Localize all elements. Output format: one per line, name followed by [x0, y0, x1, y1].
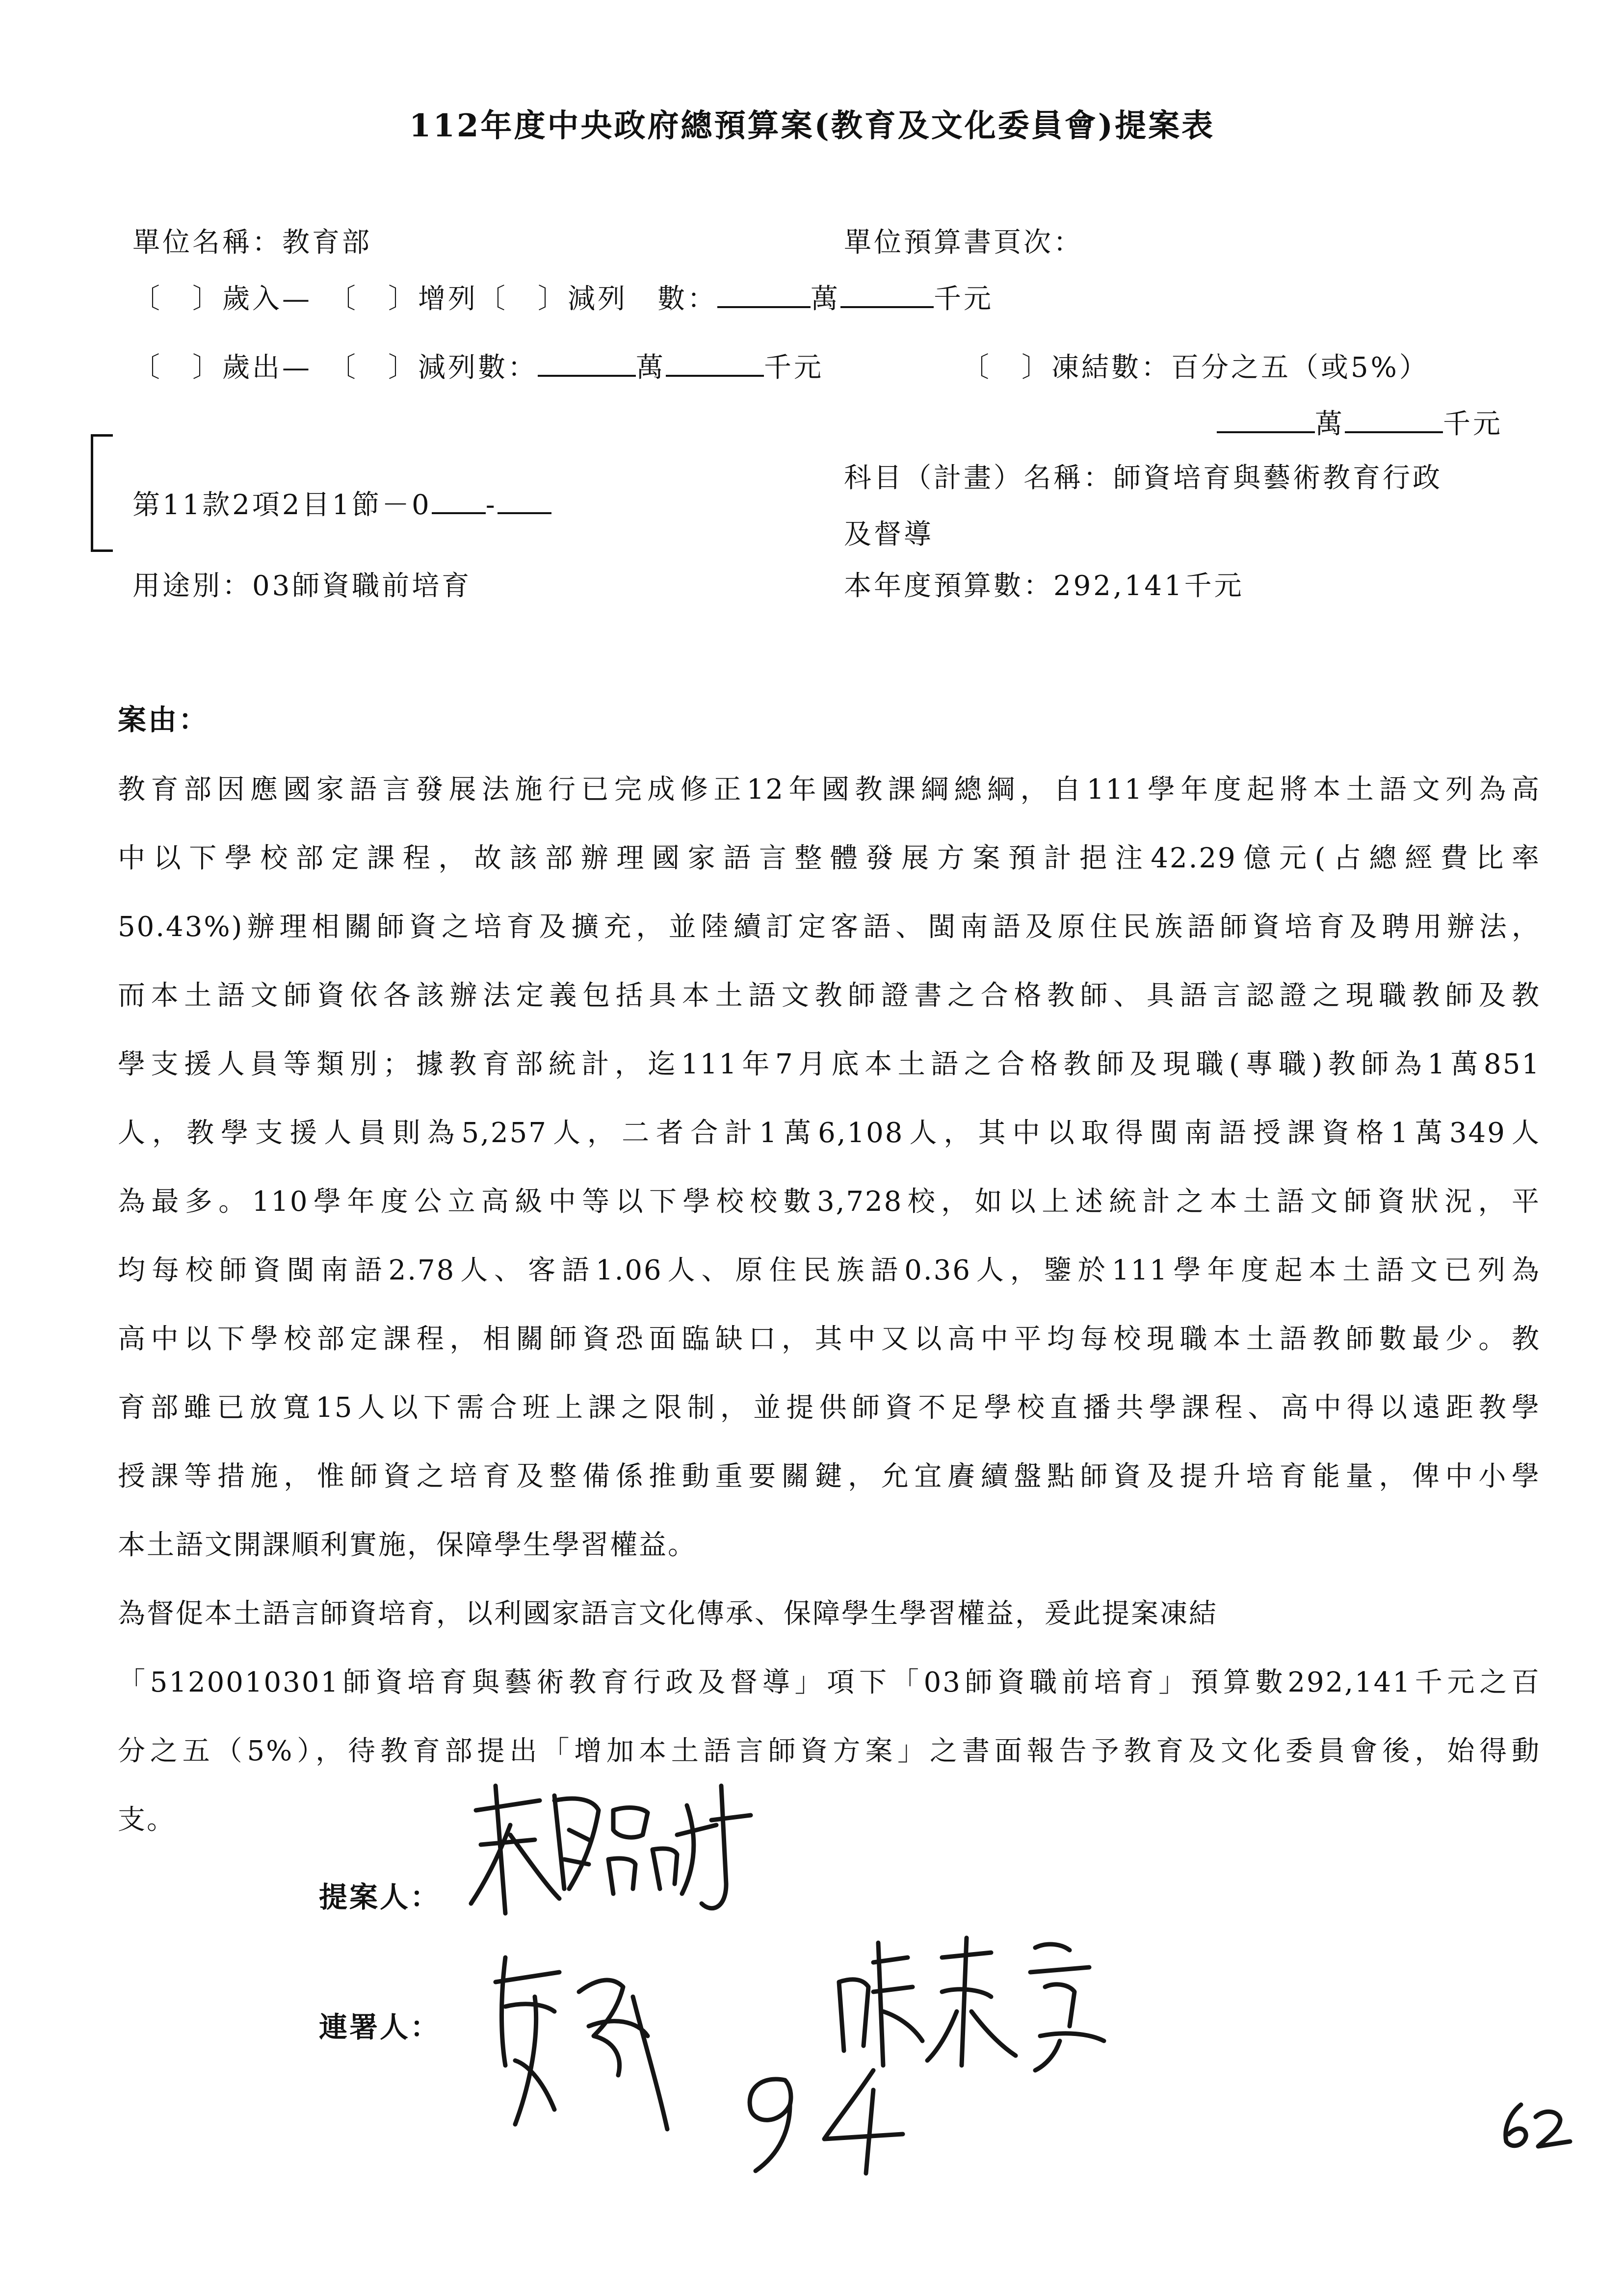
section-code-dash: -	[485, 489, 498, 521]
subject-name: 科目（計畫）名稱：師資培育與藝術教育行政	[844, 462, 1442, 494]
case-line: 本土語文開課順利實施，保障學生學習權益。	[118, 1529, 697, 1561]
case-line: 而本土語文師資依各該辦法定義包括具本土語文教師證書之合格教師、具語言認證之現職教師及教	[118, 980, 1541, 1012]
freeze-wan-blank	[1217, 406, 1315, 433]
freeze-qian-unit: 千元	[1443, 408, 1503, 440]
handwritten-number-94	[726, 2061, 932, 2178]
proposer-signature-image	[466, 1766, 770, 1928]
expenditure-qian-blank	[666, 349, 764, 377]
case-line: 人，教學支援人員則為5,257人，二者合計1萬6,108人，其中以取得閩南語授課資格1萬349人	[118, 1117, 1541, 1149]
case-line: 教育部因應國家語言發展法施行已完成修正12年國教課綱總綱，自111學年度起將本土語文列為高	[118, 774, 1541, 806]
case-line: 50.43%)辦理相關師資之培育及擴充，並陸續訂定客語、閩南語及原住民族語師資培育及聘用辦法，	[118, 911, 1541, 943]
freeze-qian-blank	[1345, 406, 1443, 433]
unit-name: 單位名稱：教育部	[132, 227, 372, 259]
proposer-label: 提案人：	[319, 1880, 441, 1914]
freeze-wan-unit: 萬	[1315, 408, 1345, 440]
case-line: 分之五（5%），待教育部提出「增加本土語言師資方案」之書面報告予教育及文化委員會後，始得動	[118, 1735, 1541, 1767]
revenue-qian-blank	[840, 281, 934, 308]
expenditure-wan-unit: 萬	[636, 352, 666, 384]
revenue-label: 〔 〕歲入— 〔 〕增列〔 〕減列 數：	[132, 283, 717, 315]
freeze-amount-line	[1217, 402, 1503, 442]
case-line: 均每校師資閩南語2.78人、客語1.06人、原住民族語0.36人，鑒於111學年度起本土語文已列為	[118, 1254, 1541, 1286]
case-line: 學支援人員等類別；據教育部統計，迄111年7月底本土語之合格教師及現職(專職)教師為1萬851	[118, 1048, 1541, 1080]
case-line: 高中以下學校部定課程，相關師資恐面臨缺口，其中又以高中平均每校現職本土語教師數最少。教	[118, 1323, 1541, 1355]
case-line: 育部雖已放寬15人以下需合班上課之限制，並提供師資不足學校直播共學課程、高中得以遠距教學	[118, 1392, 1541, 1424]
case-line: 為督促本土語言師資培育，以利國家語言文化傳承、保障學生學習權益，爰此提案凍結	[118, 1598, 1218, 1630]
expenditure-wan-blank	[538, 349, 636, 377]
section-code-blank-1	[432, 487, 486, 514]
section-code-blank-2	[498, 487, 551, 514]
revenue-wan-blank	[717, 281, 811, 308]
case-line: 「5120010301師資培育與藝術教育行政及督導」項下「03師資職前培育」預算數292,141千元之百	[118, 1667, 1541, 1698]
handwritten-page-number	[1496, 2095, 1595, 2154]
subject-name-cont: 及督導	[844, 519, 934, 550]
usage: 用途別：03師資職前培育	[132, 570, 472, 602]
case-line: 為最多。110學年度公立高級中等以下學校校數3,728校，如以上述統計之本土語文師資狀況，平	[118, 1186, 1541, 1218]
revenue-wan-unit: 萬	[811, 283, 840, 315]
cosigner-label: 連署人：	[319, 2010, 441, 2044]
unit-budget-page: 單位預算書頁次：	[844, 227, 1083, 259]
expenditure-line	[132, 346, 824, 385]
case-line: 支。	[118, 1804, 176, 1836]
freeze-label: 〔 〕凍結數：百分之五（或5%）	[962, 352, 1429, 384]
section-code: 第11款2項2目1節－0	[132, 489, 432, 521]
cosigner-signature-2-image	[829, 1928, 1143, 2075]
section-code-line	[132, 483, 551, 522]
expenditure-qian-unit: 千元	[764, 352, 824, 384]
expenditure-label: 〔 〕歲出— 〔 〕減列數：	[132, 352, 538, 384]
revenue-qian-unit: 千元	[934, 283, 994, 315]
document-title: 112年度中央政府總預算案(教育及文化委員會)提案表	[409, 107, 1215, 144]
case-label: 案由：	[118, 703, 210, 736]
case-line: 授課等措施，惟師資之培育及整備係推動重要關鍵，允宜賡續盤點師資及提升培育能量，俾中小學	[118, 1461, 1541, 1492]
revenue-line	[132, 277, 994, 316]
section-bracket	[91, 434, 113, 552]
cosigner-signature-1-image	[486, 1938, 697, 2144]
case-line: 中以下學校部定課程，故該部辦理國家語言整體發展方案預計挹注42.29億元(占總經費比率	[118, 842, 1541, 874]
annual-budget: 本年度預算數：292,141千元	[844, 570, 1244, 602]
